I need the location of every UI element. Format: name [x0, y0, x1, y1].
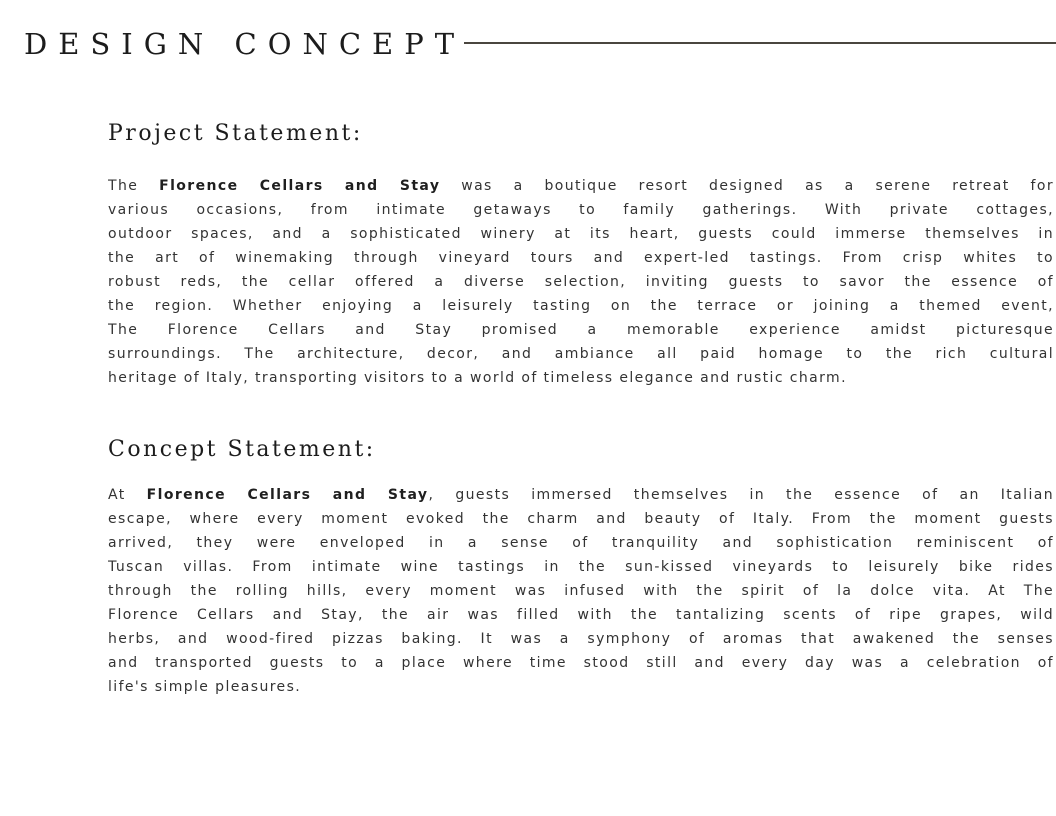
text-segment: , guests immersed themselves in the essence of an Italian — [428, 487, 1054, 503]
text-segment: the region. Whether enjoying a leisurely tasting on the terrace or joining a themed event, — [108, 298, 1054, 314]
paragraph-line — [108, 318, 1056, 342]
project-statement-paragraph — [108, 174, 1056, 390]
text-segment: The — [108, 178, 160, 194]
paragraph-line — [108, 483, 1056, 507]
text-segment: Florence Cellars and Stay, the air was filled with the tantalizing scents of ripe grapes, wild — [108, 607, 1054, 623]
paragraph-line — [108, 198, 1056, 222]
paragraph-line — [108, 294, 1056, 318]
paragraph-line — [108, 174, 1056, 198]
paragraph-line — [108, 507, 1056, 531]
paragraph-line — [108, 270, 1056, 294]
resort-name-bold: Florence Cellars and Stay — [159, 178, 441, 194]
text-segment: arrived, they were enveloped in a sense of tranquility and sophistication reminiscent of — [108, 535, 1054, 551]
concept-statement-paragraph — [108, 483, 1056, 699]
resort-name-bold: Florence Cellars and Stay — [146, 487, 429, 503]
text-segment: various occasions, from intimate getaways to family gatherings. With private cottages, — [108, 202, 1054, 218]
paragraph-line — [108, 222, 1056, 246]
paragraph-line — [108, 579, 1056, 603]
paragraph-line — [108, 246, 1056, 270]
text-segment: the art of winemaking through vineyard tours and expert-led tastings. From crisp whites to — [108, 250, 1054, 266]
text-segment: life's simple pleasures. — [108, 679, 302, 695]
paragraph-line — [108, 342, 1056, 366]
project-statement-heading: Project Statement: — [108, 121, 363, 146]
paragraph-line — [108, 555, 1056, 579]
text-segment: surroundings. The architecture, decor, and ambiance all paid homage to the rich cultural — [108, 346, 1054, 362]
text-segment: herbs, and wood-fired pizzas baking. It was a symphony of aromas that awakened the senses — [108, 631, 1054, 647]
page-title: DESIGN CONCEPT — [24, 27, 466, 61]
concept-statement-heading: Concept Statement: — [108, 437, 376, 462]
text-segment: and transported guests to a place where time stood still and every day was a celebration of — [108, 655, 1054, 671]
paragraph-line — [108, 531, 1056, 555]
paragraph-line — [108, 651, 1056, 675]
text-segment: outdoor spaces, and a sophisticated winery at its heart, guests could immerse themselves in — [108, 226, 1054, 242]
title-divider — [464, 42, 1056, 44]
text-segment: At — [108, 487, 147, 503]
text-segment: robust reds, the cellar offered a diverse selection, inviting guests to savor the essence of — [108, 274, 1054, 290]
text-segment: escape, where every moment evoked the charm and beauty of Italy. From the moment guests — [108, 511, 1054, 527]
paragraph-line — [108, 366, 1056, 390]
paragraph-line — [108, 675, 1056, 699]
paragraph-line — [108, 627, 1056, 651]
text-segment: heritage of Italy, transporting visitors to a world of timeless elegance and rustic charm. — [108, 370, 847, 386]
paragraph-line — [108, 603, 1056, 627]
text-segment: through the rolling hills, every moment was infused with the spirit of la dolce vita. At The — [108, 583, 1054, 599]
text-segment: was a boutique resort designed as a serene retreat for — [440, 178, 1054, 194]
text-segment: Tuscan villas. From intimate wine tastings in the sun-kissed vineyards to leisurely bike rides — [108, 559, 1054, 575]
text-segment: The Florence Cellars and Stay promised a memorable experience amidst picturesque — [108, 322, 1054, 338]
